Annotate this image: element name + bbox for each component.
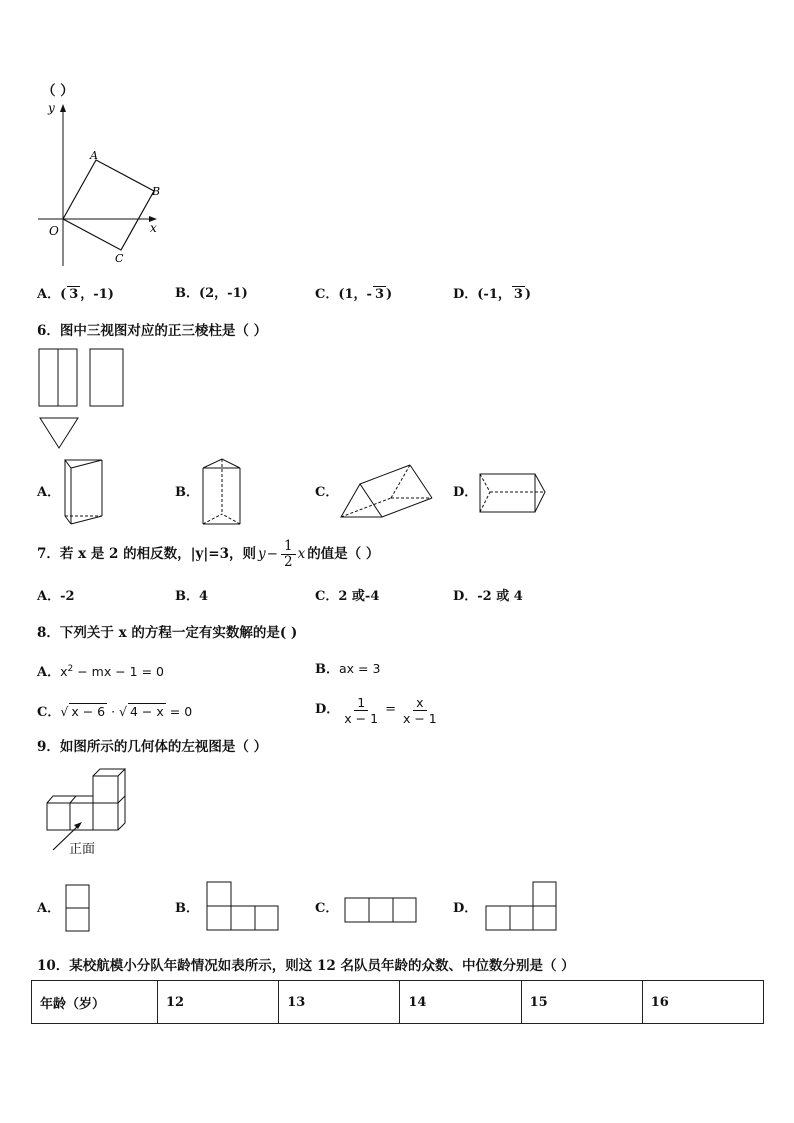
q9-option-b-view [206,881,280,933]
q6-option-d-label: D． [453,485,478,500]
q9-option-d-view [485,881,560,933]
square-oabc [63,160,154,250]
q7-option-d: D．-2 或 4 [453,589,523,604]
q7-var-y: y [258,546,266,562]
q7-fraction-den: 2 [283,553,293,570]
table-cell: 16 [642,981,763,1024]
q6-option-c-label: C． [315,485,339,500]
label-o: O [49,224,59,238]
frac-den: x − 1 [344,710,379,726]
q8-option-b-math: ax = 3 [339,661,381,676]
q7-stem [37,538,379,570]
q5-coordinate-graph [30,96,170,271]
sqrt-value: 3 [69,287,79,302]
q8-option-a-math: x [60,664,68,680]
front-label: 正面 [69,842,96,857]
q9-option-a-view [65,884,91,934]
q8-option-a-sup: 2 [67,664,74,674]
q7-option-c: C．2 或-4 [315,589,380,604]
q6-stem: 6．图中三视图对应的正三棱柱是（ ） [37,323,268,339]
side-view [90,349,123,406]
q6-option-b-label: B． [175,485,199,500]
q5-option-a-label: A．( [37,287,67,302]
q8-option-a-math-rest: − mx − 1 = 0 [73,664,164,680]
q6-option-a-prism [62,456,107,528]
q5-option-b: B．(2，-1) [175,286,248,301]
q6-three-views [38,347,128,451]
y-axis-arrow-icon [60,104,66,112]
table-cell: 13 [279,981,400,1024]
q5-answer-paren: （ ） [42,83,74,99]
q7-var-x: x [297,546,306,562]
q8-option-d-label: D． [315,702,340,717]
q8-option-d-frac1 [341,695,381,726]
frac-num: x [413,695,426,711]
table-cell: 14 [400,981,521,1024]
q8-option-c-rest: = 0 [165,704,193,719]
label-y: y [48,101,55,115]
table-row [32,981,764,1024]
table-cell: 12 [158,981,279,1024]
q5-option-d [453,286,531,303]
q6-option-a-label: A． [37,485,61,500]
sqrt-value: 3 [513,287,523,302]
label-a: A [90,149,98,162]
label-x: x [150,221,157,235]
q5-option-c-label: C．(1，- [315,287,372,302]
q8-option-c: C．√ x − 6 · √ 4 − x = 0 [37,704,193,720]
q8-option-a [37,661,164,681]
q7-stem-pre: 7．若 x 是 2 的相反数，|y|=3，则 [37,546,257,562]
label-b: B [152,185,161,198]
q7-fraction [281,539,296,570]
q8-option-d [315,692,442,728]
q10-stem: 10．某校航模小分队年龄情况如表所示，则这 12 名队员年龄的众数、中位数分别是（ ） [37,958,575,974]
top-view-triangle [40,418,78,448]
q6-option-c-prism [338,462,434,522]
q6-option-b-prism [200,456,245,528]
q7-stem-post: 的值是（ ） [307,546,380,562]
q5-option-a-rest: ，-1) [80,287,114,302]
q9-option-c-view [344,897,419,925]
frac-num: 1 [354,695,368,711]
q7-minus: − [266,546,278,562]
q7-option-a: A．-2 [37,589,75,604]
q9-option-d-label: D． [453,901,478,916]
q8-option-c-root1: x − 6 [71,704,106,719]
q7-option-b: B．4 [175,589,209,604]
q9-stem: 9．如图所示的几何体的左视图是（ ） [37,739,268,755]
q5-option-d-label: D．(-1， [453,287,511,302]
q8-option-b [315,661,380,678]
table-cell: 15 [521,981,642,1024]
age-table [31,980,764,1024]
q8-option-c-dot: · [107,704,120,719]
q9-option-c-label: C． [315,901,339,916]
label-c: C [115,252,124,265]
q5-option-c-rest: ) [386,287,393,302]
sqrt-value: 3 [374,287,384,302]
q8-stem: 8．下列关于 x 的方程一定有实数解的是( ) [37,625,298,641]
q9-option-b-label: B． [175,901,199,916]
q7-fraction-num: 1 [281,539,296,555]
q8-option-d-frac2 [400,695,440,726]
q5-option-c [315,286,392,303]
q8-option-c-root2: 4 − x [130,704,164,719]
q6-option-d-prism [476,470,550,516]
q8-option-b-label: B． [315,662,339,677]
q5-option-a [37,286,114,303]
q8-option-c-label: C． [37,705,61,720]
q8-option-a-label: A． [37,665,61,681]
q5-option-d-rest: ) [524,287,532,302]
q9-option-a-label: A． [37,901,61,916]
table-header-cell: 年龄（岁） [32,981,158,1024]
frac-den: x − 1 [402,710,437,726]
q8-option-d-eq: = [385,702,396,717]
